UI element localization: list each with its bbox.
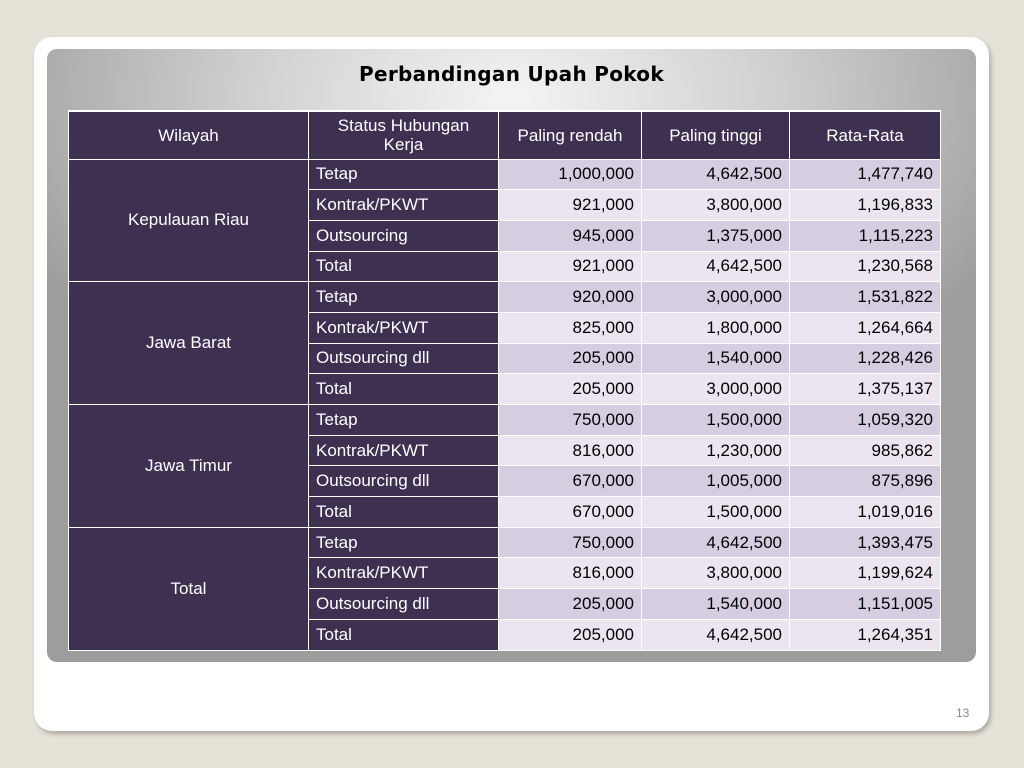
avg-cell: 1,477,740 bbox=[790, 159, 941, 190]
status-cell: Total bbox=[309, 497, 499, 528]
status-cell: Tetap bbox=[309, 405, 499, 436]
max-cell: 1,230,000 bbox=[642, 435, 790, 466]
max-cell: 1,375,000 bbox=[642, 220, 790, 251]
min-cell: 205,000 bbox=[499, 589, 642, 620]
header-max: Paling tinggi bbox=[642, 111, 790, 159]
slide-title: Perbandingan Upah Pokok bbox=[359, 62, 664, 86]
avg-cell: 985,862 bbox=[790, 435, 941, 466]
status-cell: Kontrak/PKWT bbox=[309, 435, 499, 466]
avg-cell: 1,531,822 bbox=[790, 282, 941, 313]
table-row bbox=[69, 527, 941, 558]
avg-cell: 1,264,664 bbox=[790, 312, 941, 343]
max-cell: 4,642,500 bbox=[642, 527, 790, 558]
region-cell: Jawa Timur bbox=[69, 405, 309, 528]
min-cell: 205,000 bbox=[499, 619, 642, 650]
table-header-row bbox=[69, 111, 941, 159]
avg-cell: 1,151,005 bbox=[790, 589, 941, 620]
region-cell: Kepulauan Riau bbox=[69, 159, 309, 282]
min-cell: 920,000 bbox=[499, 282, 642, 313]
min-cell: 921,000 bbox=[499, 190, 642, 221]
avg-cell: 1,230,568 bbox=[790, 251, 941, 282]
min-cell: 945,000 bbox=[499, 220, 642, 251]
status-cell: Total bbox=[309, 374, 499, 405]
max-cell: 1,800,000 bbox=[642, 312, 790, 343]
status-cell: Kontrak/PKWT bbox=[309, 558, 499, 589]
status-cell: Outsourcing bbox=[309, 220, 499, 251]
avg-cell: 875,896 bbox=[790, 466, 941, 497]
max-cell: 1,005,000 bbox=[642, 466, 790, 497]
avg-cell: 1,228,426 bbox=[790, 343, 941, 374]
max-cell: 3,800,000 bbox=[642, 190, 790, 221]
header-min: Paling rendah bbox=[499, 111, 642, 159]
min-cell: 670,000 bbox=[499, 466, 642, 497]
status-cell: Tetap bbox=[309, 282, 499, 313]
table-row bbox=[69, 159, 941, 190]
table-row bbox=[69, 282, 941, 313]
min-cell: 750,000 bbox=[499, 405, 642, 436]
status-cell: Total bbox=[309, 619, 499, 650]
avg-cell: 1,196,833 bbox=[790, 190, 941, 221]
min-cell: 1,000,000 bbox=[499, 159, 642, 190]
avg-cell: 1,264,351 bbox=[790, 619, 941, 650]
min-cell: 750,000 bbox=[499, 527, 642, 558]
min-cell: 816,000 bbox=[499, 558, 642, 589]
max-cell: 3,000,000 bbox=[642, 374, 790, 405]
min-cell: 921,000 bbox=[499, 251, 642, 282]
status-cell: Tetap bbox=[309, 159, 499, 190]
avg-cell: 1,115,223 bbox=[790, 220, 941, 251]
table-row bbox=[69, 405, 941, 436]
max-cell: 4,642,500 bbox=[642, 159, 790, 190]
status-cell: Kontrak/PKWT bbox=[309, 312, 499, 343]
status-cell: Total bbox=[309, 251, 499, 282]
avg-cell: 1,019,016 bbox=[790, 497, 941, 528]
max-cell: 3,800,000 bbox=[642, 558, 790, 589]
avg-cell: 1,199,624 bbox=[790, 558, 941, 589]
avg-cell: 1,059,320 bbox=[790, 405, 941, 436]
status-cell: Outsourcing dll bbox=[309, 589, 499, 620]
status-cell: Outsourcing dll bbox=[309, 466, 499, 497]
page-number: 13 bbox=[956, 706, 970, 720]
max-cell: 1,540,000 bbox=[642, 343, 790, 374]
header-status: Status Hubungan Kerja bbox=[309, 111, 499, 159]
min-cell: 825,000 bbox=[499, 312, 642, 343]
status-cell: Tetap bbox=[309, 527, 499, 558]
avg-cell: 1,375,137 bbox=[790, 374, 941, 405]
min-cell: 205,000 bbox=[499, 343, 642, 374]
min-cell: 670,000 bbox=[499, 497, 642, 528]
min-cell: 816,000 bbox=[499, 435, 642, 466]
wage-comparison-table bbox=[68, 110, 941, 651]
avg-cell: 1,393,475 bbox=[790, 527, 941, 558]
region-cell: Total bbox=[69, 527, 309, 650]
max-cell: 1,540,000 bbox=[642, 589, 790, 620]
max-cell: 1,500,000 bbox=[642, 405, 790, 436]
region-cell: Jawa Barat bbox=[69, 282, 309, 405]
header-avg: Rata-Rata bbox=[790, 111, 941, 159]
max-cell: 3,000,000 bbox=[642, 282, 790, 313]
status-cell: Outsourcing dll bbox=[309, 343, 499, 374]
max-cell: 1,500,000 bbox=[642, 497, 790, 528]
status-cell: Kontrak/PKWT bbox=[309, 190, 499, 221]
min-cell: 205,000 bbox=[499, 374, 642, 405]
max-cell: 4,642,500 bbox=[642, 251, 790, 282]
max-cell: 4,642,500 bbox=[642, 619, 790, 650]
header-wilayah: Wilayah bbox=[69, 111, 309, 159]
